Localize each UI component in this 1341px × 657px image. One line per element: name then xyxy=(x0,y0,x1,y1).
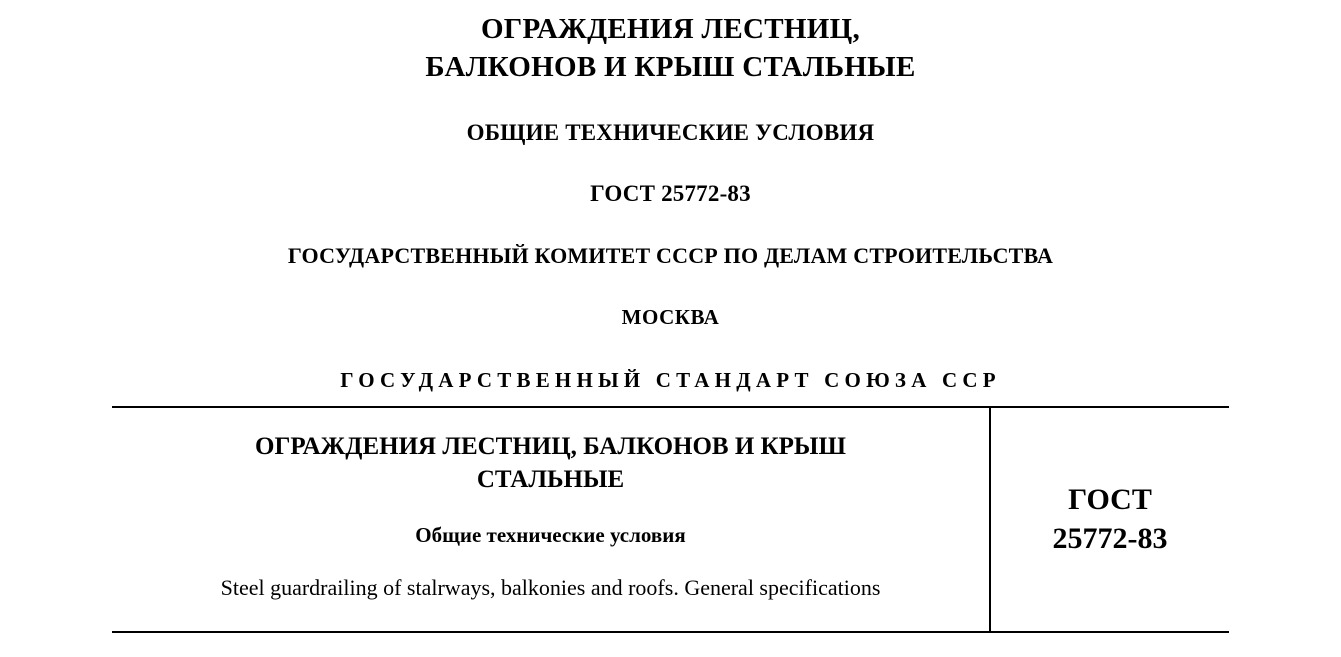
header-title-cell xyxy=(112,408,989,631)
doc-subtitle-ru: Общие технические условия xyxy=(415,523,686,548)
standard-header-table xyxy=(112,406,1229,633)
cover-city: МОСКВА xyxy=(621,304,720,329)
cover-main-title xyxy=(0,10,1341,87)
cover-main-title-line2: БАЛКОНОВ И КРЫШ СТАЛЬНЫЕ xyxy=(425,51,916,84)
cover-standard-line: ГОСУДАРСТВЕННЫЙ СТАНДАРТ СОЮЗА ССР xyxy=(340,367,1001,392)
cover-main-title-line1: ОГРАЖДЕНИЯ ЛЕСТНИЦ, xyxy=(480,13,861,45)
cover-committee: ГОСУДАРСТВЕННЫЙ КОМИТЕТ СССР ПО ДЕЛАМ СТРОИТЕЛЬСТВА xyxy=(287,242,1054,268)
cover-gost-code: ГОСТ 25772-83 xyxy=(590,180,751,206)
doc-title-ru: ОГРАЖДЕНИЯ ЛЕСТНИЦ, БАЛКОНОВ И КРЫШ СТАЛЬНЫЕ xyxy=(255,433,846,493)
gost-number: 25772-83 xyxy=(1052,522,1168,556)
header-code-cell xyxy=(989,408,1229,631)
cover-subtitle: ОБЩИЕ ТЕХНИЧЕСКИЕ УСЛОВИЯ xyxy=(466,119,875,145)
doc-title-en: Steel guardrailing of stalrways, balkonies and roofs. General specifications xyxy=(220,575,881,601)
gost-label: ГОСТ xyxy=(1068,483,1152,517)
